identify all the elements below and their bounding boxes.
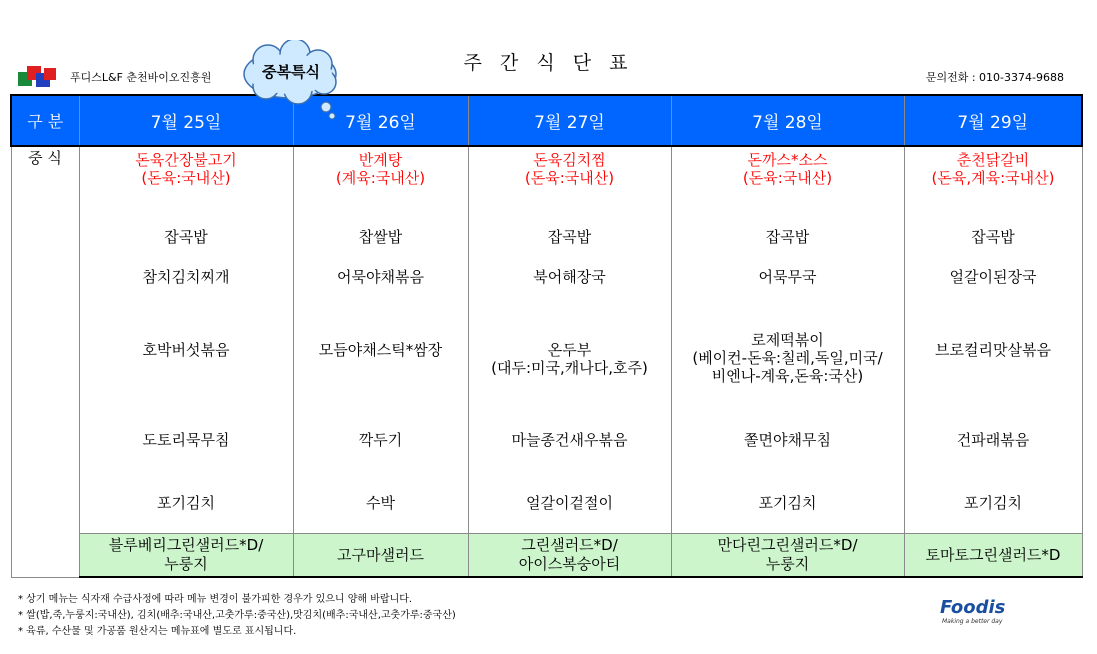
side-dish: 건파래볶음 xyxy=(956,431,1030,449)
lunch-row xyxy=(11,146,1082,534)
kimchi: 얼갈이겉절이 xyxy=(526,494,613,512)
main-dish: 돈까스*소스 (돈육:국내산) xyxy=(742,151,833,187)
soup: 북어해장국 xyxy=(533,268,606,286)
date-header-row xyxy=(11,95,1082,146)
note-line: * 육류, 수산물 및 가공품 원산지는 메뉴표에 별도로 표시됩니다. xyxy=(18,626,297,637)
rice: 잡곡밥 xyxy=(547,228,592,246)
page-title: 주 간 식 단 표 xyxy=(463,52,634,74)
date-header: 7월 26일 xyxy=(293,95,468,146)
side-dish: 도토리묵무침 xyxy=(142,431,230,449)
soup: 참치김치찌개 xyxy=(142,268,230,286)
day-cell xyxy=(671,146,904,534)
brand-slogan: Making a better day xyxy=(942,618,1003,625)
date-header: 7월 28일 xyxy=(671,95,904,146)
rice: 잡곡밥 xyxy=(971,228,1015,246)
date-header: 7월 27일 xyxy=(468,95,671,146)
kimchi: 포기김치 xyxy=(157,494,215,512)
side-dish: 브로컬리맛살볶음 xyxy=(935,341,1051,359)
salad-cell: 그린샐러드*D/ 아이스복숭아티 xyxy=(468,534,671,578)
company-logo xyxy=(18,66,58,88)
company-name: 푸디스L&F 춘천바이오진흥원 xyxy=(70,71,212,84)
date-header: 7월 29일 xyxy=(904,95,1082,146)
note-line: * 상기 메뉴는 식자재 수급사정에 따라 메뉴 변경이 불가피한 경우가 있으니 양해 바랍니다. xyxy=(18,594,413,605)
main-dish: 반계탕 (계육:국내산) xyxy=(335,151,426,187)
rice: 잡곡밥 xyxy=(765,228,810,246)
day-cell xyxy=(468,146,671,534)
contact-phone: 문의전화 : 010-3374-9688 xyxy=(925,71,1064,84)
kimchi: 포기김치 xyxy=(964,494,1022,512)
side-dish: 깍두기 xyxy=(358,431,403,449)
salad-row xyxy=(11,534,1082,578)
side-dish: 마늘종건새우볶음 xyxy=(511,431,628,449)
note-line: * 쌀(밥,죽,누룽지:국내산), 김치(배추:국내산,고춧가루:중국산),맛김치(배추:국내산,고춧가루:중국산) xyxy=(18,610,456,621)
salad-cell: 고구마샐러드 xyxy=(293,534,468,578)
day-cell xyxy=(293,146,468,534)
day-cell xyxy=(79,146,293,534)
date-header: 7월 25일 xyxy=(79,95,293,146)
dessert: 수박 xyxy=(366,494,395,512)
menu-notes xyxy=(18,592,456,640)
soup: 얼갈이된장국 xyxy=(949,268,1037,286)
salad-cell: 블루베리그린샐러드*D/ 누룽지 xyxy=(79,534,293,578)
brand-logo: Foodis xyxy=(940,597,1006,618)
day-cell xyxy=(904,146,1082,534)
soup: 어묵야채볶음 xyxy=(337,268,424,286)
lunch-label: 중 식 xyxy=(11,146,79,577)
category-header: 구 분 xyxy=(11,95,79,146)
main-dish: 춘천닭갈비 (돈육,계육:국내산) xyxy=(931,151,1055,187)
side-dish: 호박버섯볶음 xyxy=(142,341,230,359)
side-dish: 쫄면야채무침 xyxy=(744,431,831,449)
kimchi: 포기김치 xyxy=(758,494,817,512)
salad-cell: 만다린그린샐러드*D/ 누룽지 xyxy=(671,534,904,578)
special-menu-badge: 중복특식 xyxy=(262,63,320,81)
rice: 찹쌀밥 xyxy=(358,228,403,246)
soup: 어묵무국 xyxy=(758,268,817,286)
main-dish: 돈육김치찜 (돈육:국내산) xyxy=(524,151,615,187)
salad-cell: 토마토그린샐러드*D xyxy=(904,534,1082,578)
rice: 잡곡밥 xyxy=(164,228,208,246)
side-dish: 온두부 (대두:미국,캐나다,호주) xyxy=(491,341,648,377)
side-dish: 로제떡볶이 (베이컨-돈육:칠레,독일,미국/ 비엔나-계육,돈육:국산) xyxy=(692,331,883,385)
weekly-menu-table xyxy=(10,94,1083,578)
main-dish: 돈육간장불고기 (돈육:국내산) xyxy=(135,151,237,187)
side-dish: 모듬야채스틱*쌈장 xyxy=(318,341,443,359)
